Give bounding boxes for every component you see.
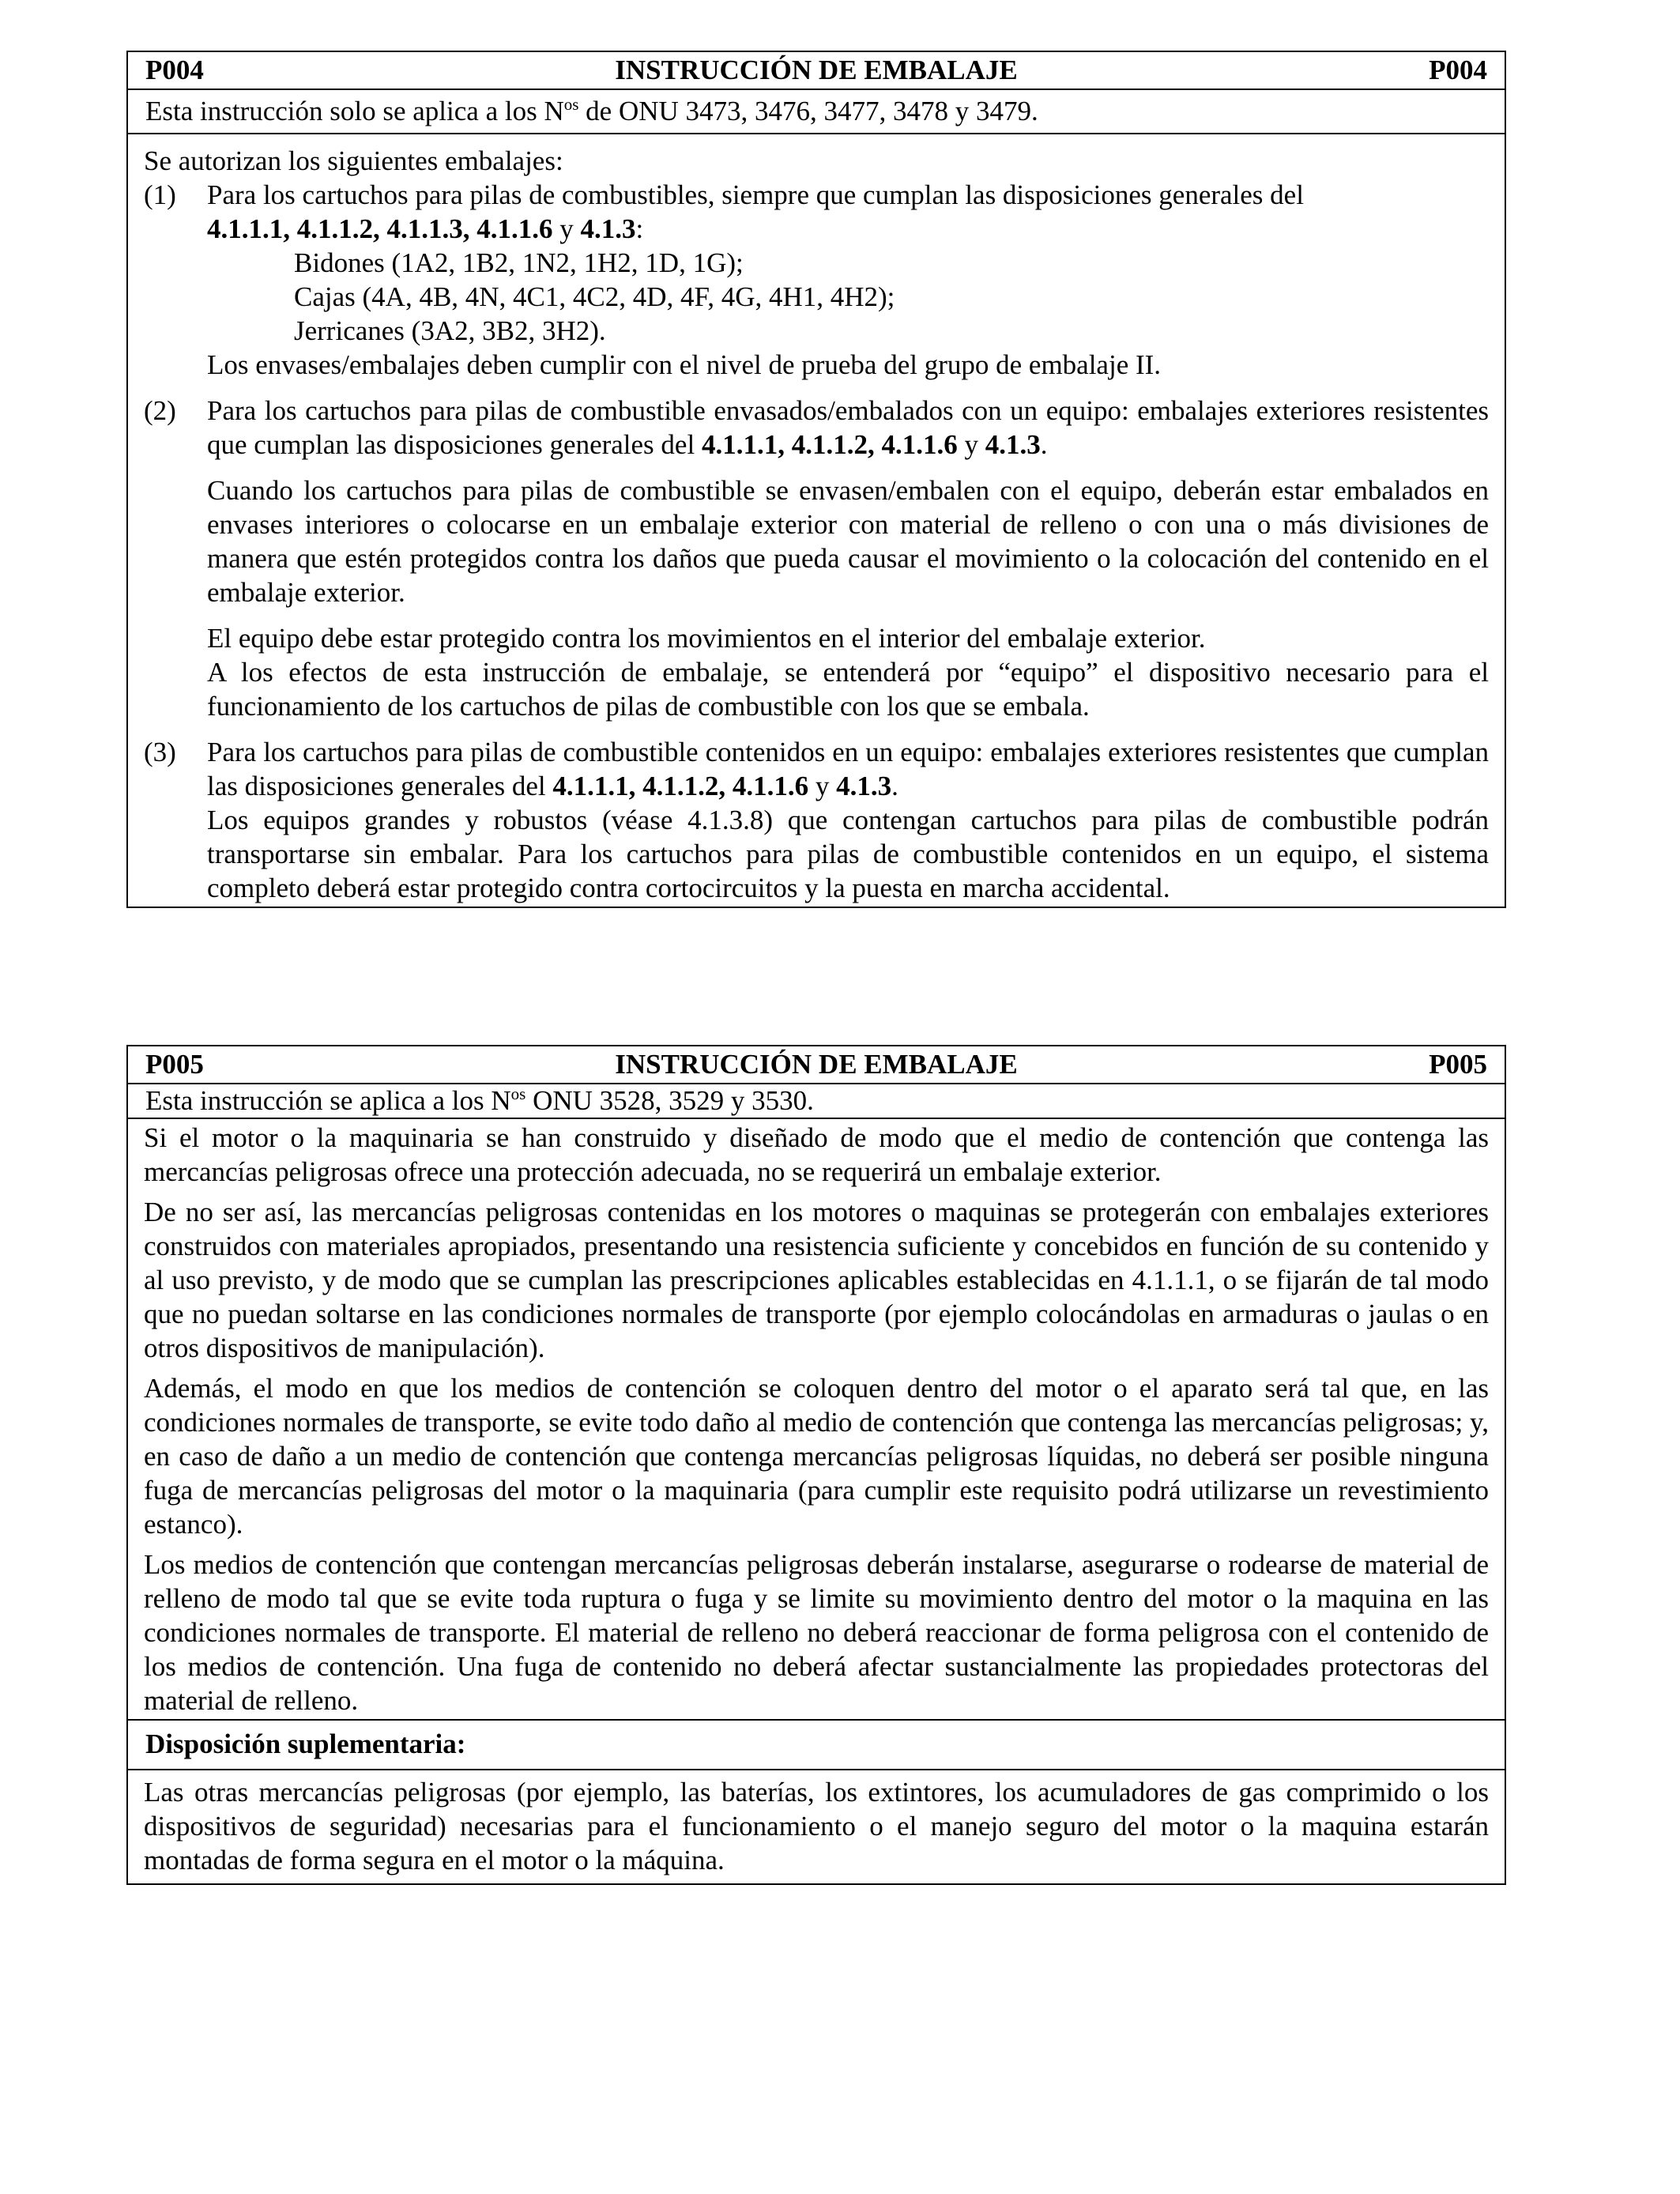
p004-header-row	[128, 52, 1505, 90]
item-2-text: Para los cartuchos para pilas de combustible envasados/embalados con un equipo: embalajes exteriores resistentes que cumplan las disposiciones generales del 4.1.1.1, 4.1.1.2, 4.1.1.6 y 4.1.3.	[207, 395, 1489, 460]
p005-paragraph-4: Los medios de contención que contengan mercancías peligrosas deberán instalarse, asegurarse o rodearse de material de relleno de modo tal que se evite toda ruptura o fuga y se limite su movimiento dentro del motor o la maquina en las condiciones normales de transporte. El material de relleno no deberá reaccionar de forma peligrosa con el contenido de los medios de contención. Una fuga de contenido no deberá afectar sustancialmente las propiedades protectoras del material de relleno.	[144, 1549, 1489, 1716]
item-1-test-level: Los envases/embalajes deben cumplir con el nivel de prueba del grupo de embalaje II.	[207, 349, 1162, 380]
packaging-drums: Bidones (1A2, 1B2, 1N2, 1H2, 1D, 1G);	[294, 247, 744, 278]
packaging-jerricans: Jerricanes (3A2, 3B2, 3H2).	[294, 315, 606, 346]
item-number: (2)	[144, 395, 176, 426]
p005-paragraph-1: Si el motor o la maquinaria se han construido y diseñado de modo que el medio de contención que contenga las mercancías peligrosas ofrece una protección adecuada, no se requerirá un embalaje exterior.	[144, 1122, 1489, 1187]
p004-body	[128, 134, 1505, 907]
item-number: (1)	[144, 179, 176, 210]
p005-supplementary-heading-row	[128, 1721, 1505, 1770]
supplementary-text: Las otras mercancías peligrosas (por ejemplo, las baterías, los extintores, los acumuladores de gas comprimido o los dispositivos de seguridad) necesarias para el funcionamiento o el manejo seguro del motor o la maquina estarán montadas de forma segura en el motor o la máquina.	[144, 1777, 1489, 1875]
p004-instruction-table	[126, 51, 1506, 908]
p004-scope-row	[128, 90, 1505, 134]
item-2-paragraph-2: Cuando los cartuchos para pilas de combustible se envasen/embalen con el equipo, deberán estar embalados en envases interiores o colocarse en un embalaje exterior con material de relleno o con una o más divisiones de manera que estén protegidos contra los daños que pueda causar el movimiento o la colocación del contenido en el embalaje exterior.	[207, 475, 1489, 608]
item-1-refs: 4.1.1.1, 4.1.1.2, 4.1.1.3, 4.1.1.6	[207, 213, 553, 244]
p004-item-1: (1) Para los cartuchos para pilas de combustibles, siempre que cumplan las disposiciones generales del 4.1.1.1, 4.1.1.2, 4.1.1.3, 4.1.1.6 y 4.1.3: Bidones (1A2, 1B2, 1N2, 1H2, 1D, 1G); Cajas (4A, 4B, 4N, 4C1, 4C2, 4D, 4F, 4G, 4H1, 4H2); Jerricanes (3A2, 3B2, 3H2). Los envases/embalajes deben cumplir con el nivel de prueba del grupo de embalaje II.	[144, 178, 1489, 382]
p005-code-left: P005	[145, 1049, 204, 1080]
p004-code-left: P004	[145, 55, 204, 85]
p005-supplementary-text-row	[128, 1770, 1505, 1883]
p005-header-row	[128, 1046, 1505, 1084]
p004-authorized-heading: Se autorizan los siguientes embalajes:	[144, 145, 563, 176]
p005-instruction-table	[126, 1045, 1506, 1885]
p004-title: INSTRUCCIÓN DE EMBALAJE	[615, 55, 1018, 85]
item-2-paragraph-3: El equipo debe estar protegido contra los movimientos en el interior del embalaje exterior. A los efectos de esta instrucción de embalaje, se entenderá por “equipo” el dispositivo necesario para el funcionamiento de los cartuchos de pilas de combustible con los que se embala.	[207, 623, 1489, 722]
item-1-text: Para los cartuchos para pilas de combustibles, siempre que cumplan las disposiciones generales del	[207, 179, 1304, 210]
supplementary-heading: Disposición suplementaria:	[145, 1728, 466, 1759]
p004-item-2	[144, 394, 1489, 723]
p005-paragraph-3: Además, el modo en que los medios de contención se coloquen dentro del motor o el aparato será tal que, en las condiciones normales de transporte, se evite todo daño al medio de contención que contenga las mercancías peligrosas; y, en caso de daño a un medio de contención que contenga mercancías peligrosas líquidas, no deberá ser posible ninguna fuga de mercancías peligrosas del motor o la maquinaria (para cumplir este requisito podrá utilizarse un revestimiento estanco).	[144, 1373, 1489, 1540]
p005-code-right: P005	[1429, 1049, 1487, 1080]
p005-title: INSTRUCCIÓN DE EMBALAJE	[615, 1049, 1018, 1080]
p005-body	[128, 1119, 1505, 1721]
item-number: (3)	[144, 737, 176, 767]
p004-scope-text: Esta instrucción solo se aplica a los $N^{os}$ de ONU 3473, 3476, 3477, 3478 y 3479.	[145, 95, 1038, 126]
p005-scope-row	[128, 1084, 1505, 1119]
p005-paragraph-2: De no ser así, las mercancías peligrosas contenidas en los motores o maquinas se protegerán con embalajes exteriores construidos con materiales apropiados, presentando una resistencia suficiente y concebidos en función de su contenido y al uso previsto, y de modo que se cumplan las prescripciones aplicables establecidas en 4.1.1.1, o se fijarán de tal modo que no puedan soltarse en las condiciones normales de transporte (por ejemplo colocándolas en armaduras o jaulas o en otros dispositivos de manipulación).	[144, 1197, 1489, 1363]
p004-code-right: P004	[1429, 55, 1487, 85]
item-3-paragraph-2: Los equipos grandes y robustos (véase 4.1.3.8) que contengan cartuchos para pilas de combustible podrán transportarse sin embalar. Para los cartuchos para pilas de combustible contenidos en un equipo, el sistema completo deberá estar protegido contra cortocircuitos y la puesta en marcha accidental.	[207, 805, 1489, 903]
item-3-text: Para los cartuchos para pilas de combustible contenidos en un equipo: embalajes exteriores resistentes que cumplan las disposiciones generales del 4.1.1.1, 4.1.1.2, 4.1.1.6 y 4.1.3.	[207, 737, 1489, 801]
packaging-boxes: Cajas (4A, 4B, 4N, 4C1, 4C2, 4D, 4F, 4G, 4H1, 4H2);	[294, 281, 895, 312]
p004-item-3	[144, 735, 1489, 905]
p005-scope-text: Esta instrucción se aplica a los $N^{os}$ ONU 3528, 3529 y 3530.	[145, 1084, 814, 1116]
